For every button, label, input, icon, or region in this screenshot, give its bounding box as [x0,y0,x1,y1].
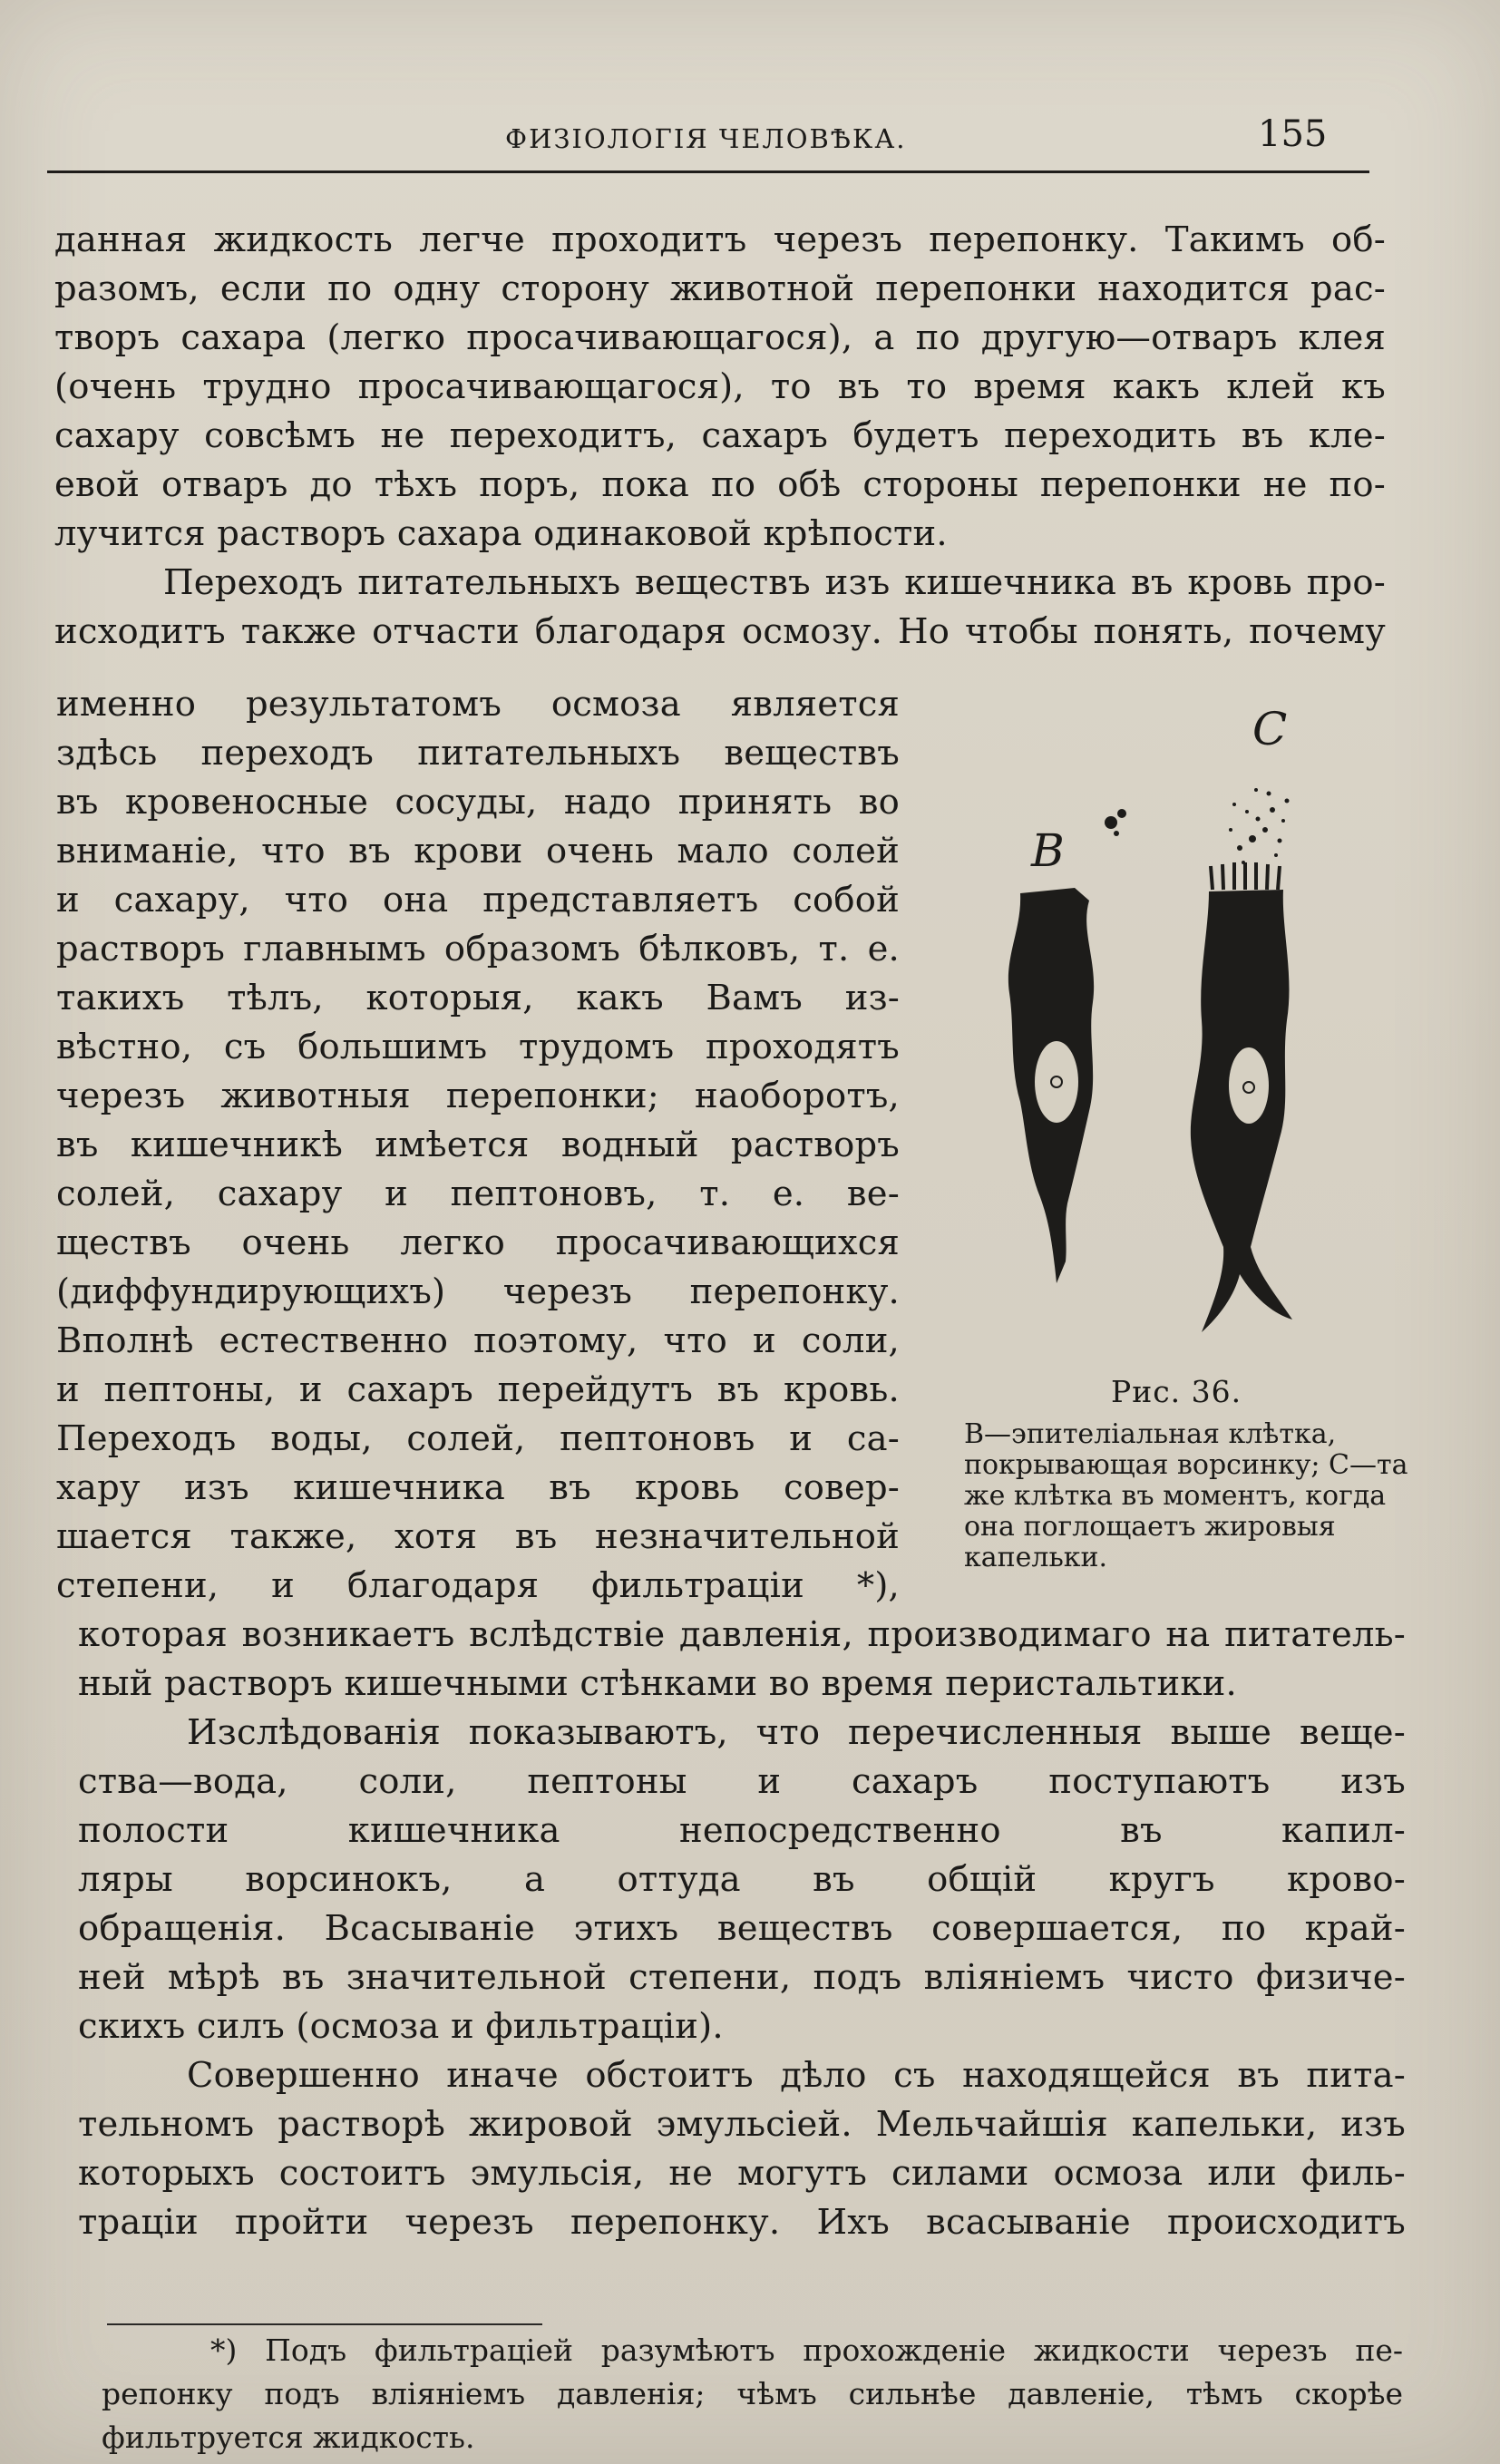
text-line: (диффундирующихъ) черезъ перепонку. [56,1271,900,1312]
text-line: ный растворъ кишечными стѣнками во время перистальтики. [78,1663,1237,1704]
footnote [102,2329,1403,2459]
text-line: Переходъ воды, солей, пептоновъ и са- [56,1418,900,1459]
text-line: исходитъ также отчасти благодаря осмозу. Но чтобы понять, почему [54,611,1386,652]
cell-c-brush-border [1211,862,1280,890]
text-line: ства—вода, соли, пептоны и сахаръ поступаютъ изъ [78,1761,1406,1802]
text-line: полости кишечника непосредственно въ капил- [78,1810,1406,1851]
text-line: разомъ, если по одну сторону животной перепонки находится рас- [54,268,1386,309]
text-line: въ кровеносные сосуды, надо принять во [56,782,900,823]
text-line: ляры ворсинокъ, а оттуда въ общій кругъ крово- [78,1859,1406,1900]
text-block-left-column [56,680,900,1611]
running-title: ФИЗІОЛОГІЯ ЧЕЛОВѢКА. [505,123,907,154]
text-line: Переходъ питательныхъ веществъ изъ кишечника въ кровь про- [163,562,1386,603]
text-line: въ кишечникѣ имѣется водный растворъ [56,1125,900,1165]
text-line: скихъ силъ (осмоза и фильтраціи). [78,2006,724,2047]
text-line: и сахару, что она представляетъ собой [56,880,900,920]
text-block-top [54,216,1386,657]
footnote-line: *) Подъ фильтраціей разумѣютъ прохожденіе жидкости черезъ пе- [210,2333,1403,2368]
text-line: тельномъ растворѣ жировой эмульсіей. Мельчайшія капельки, изъ [78,2104,1406,2145]
text-line: траціи пройти черезъ перепонку. Ихъ всасываніе происходитъ [78,2202,1406,2243]
text-line: которая возникаетъ вслѣдствіе давленія, производимаго на питатель- [78,1614,1406,1655]
text-line: и пептоны, и сахаръ перейдутъ въ кровь. [56,1369,900,1410]
epithelial-cells-illustration [920,703,1428,1374]
figure-36 [920,703,1428,1601]
text-line: сахару совсѣмъ не переходитъ, сахаръ будетъ переходить въ кле- [54,415,1386,456]
text-line: Совершенно иначе обстоитъ дѣло съ находящейся въ пита- [187,2055,1406,2096]
text-line: Изслѣдованія показываютъ, что перечисленныя выше веще- [187,1712,1406,1753]
text-line: вниманіе, что въ крови очень мало солей [56,831,900,872]
text-line: растворъ главнымъ образомъ бѣлковъ, т. е. [56,929,900,969]
text-line: творъ сахара (легко просачивающагося), а по другую—отваръ клея [54,317,1386,358]
footnote-line: фильтруется жидкость. [102,2420,475,2455]
text-block-bottom [78,1611,1406,2247]
text-line: лучится растворъ сахара одинаковой крѣпости. [54,513,948,554]
page-number: 155 [1258,113,1328,155]
text-line: ней мѣрѣ въ значительной степени, подъ вліяніемъ чисто физиче- [78,1957,1406,1998]
figure-label-b: B [1031,824,1065,877]
cell-c-nucleus [1229,1047,1269,1124]
text-line: хару изъ кишечника въ кровь совер- [56,1467,900,1508]
text-line: вѣстно, съ большимъ трудомъ проходятъ [56,1027,900,1067]
header-rule [47,170,1369,173]
text-line: солей, сахару и пептоновъ, т. е. ве- [56,1174,900,1214]
text-line: (очень трудно просачивающагося), то въ то время какъ клей къ [54,366,1386,407]
text-line: черезъ животныя перепонки; наоборотъ, [56,1076,900,1116]
text-line: данная жидкость легче проходитъ черезъ перепонку. Такимъ об- [54,219,1386,260]
text-line: евой отваръ до тѣхъ поръ, пока по обѣ стороны перепонки не по- [54,464,1386,505]
footnote-line: репонку подъ вліяніемъ давленія; чѣмъ сильнѣе давленіе, тѣмъ скорѣе [102,2376,1403,2411]
text-line: именно результатомъ осмоза является [56,684,900,725]
text-line: обращенія. Всасываніе этихъ веществъ совершается, по край- [78,1908,1406,1949]
text-line: здѣсь переходъ питательныхъ веществъ [56,733,900,774]
cell-b-nucleus [1035,1041,1078,1123]
text-line: такихъ тѣлъ, которыя, какъ Вамъ из- [56,978,900,1018]
stray-ink-marks [1105,809,1126,836]
text-line: ществъ очень легко просачивающихся [56,1222,900,1263]
text-line: которыхъ состоитъ эмульсія, не могутъ силами осмоза или филь- [78,2153,1406,2194]
running-head [47,109,1371,172]
figure-label-c: C [1252,703,1288,755]
text-line: Вполнѣ естественно поэтому, что и соли, [56,1320,900,1361]
text-line: шается также, хотя въ незначительной [56,1516,900,1557]
footnote-rule [107,2323,542,2325]
figure-title: Рис. 36. [1111,1374,1242,1409]
text-line: степени, и благодаря фильтраціи *), [56,1565,900,1606]
figure-caption: B—эпителіальная клѣтка, покрывающая ворсинку; C—та же клѣтка въ моментъ, когда она поглощаетъ жировыя капельки. [964,1418,1408,1573]
fat-droplets [1229,788,1290,864]
